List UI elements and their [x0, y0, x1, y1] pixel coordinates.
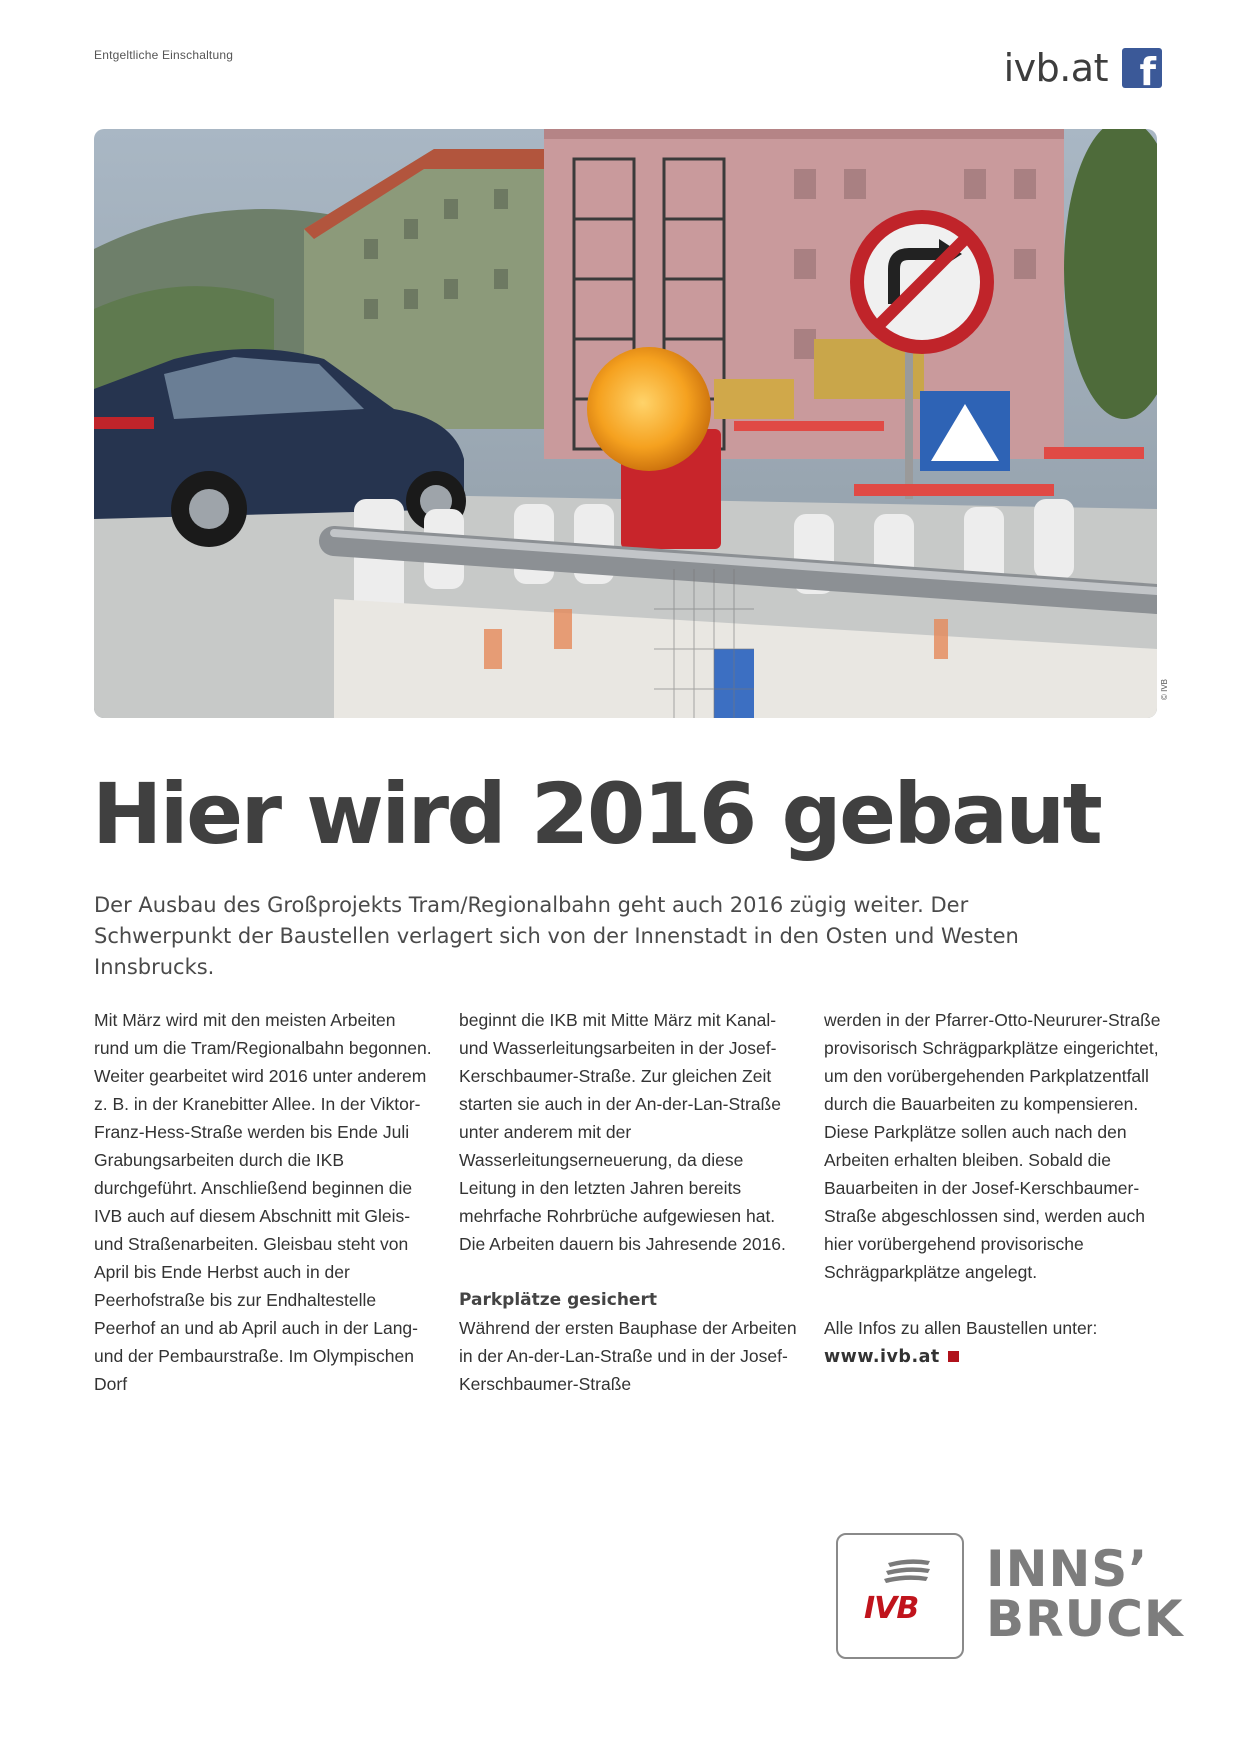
brand-header [1004, 46, 1162, 90]
text-column-2 [459, 1006, 799, 1398]
construction-photo [94, 129, 1157, 718]
body-paragraph: Mit März wird mit den meisten Arbeiten rund um die Tram/Regionalbahn begonnen. Weiter gearbeitet wird 2016 unter anderem z. B. in der Kranebitter Allee. In der Viktor-Franz-Hess-Straße werden bis Ende Juli Grabungsarbeiten durch die IKB durchgeführt. Anschließend beginnen die IVB auch auf diesem Abschnitt mit Gleis- und Straßenarbeiten. Gleisbau steht von April bis Ende Herbst auch in der Peerhofstraße bis zur Endhaltestelle Peerhof an und ab April auch in der Lang- und der Pembaurstraße. Im Olympischen Dorf [94, 1010, 432, 1394]
photo-credit: © IVB [1160, 678, 1169, 700]
ivb-wing-icon [884, 1557, 934, 1591]
site-url[interactable]: ivb.at [1003, 46, 1108, 90]
innsbruck-logo-line2: BRUCK [986, 1590, 1184, 1648]
facebook-icon[interactable]: f [1122, 48, 1162, 88]
lead-paragraph: Der Ausbau des Großprojekts Tram/Regionalbahn geht auch 2016 zügig weiter. Der Schwerpunkt der Baustellen verlagert sich von der Innenstadt in den Osten und Westen Innsbrucks. [94, 893, 1019, 979]
ivb-logo [836, 1533, 964, 1659]
info-text: Alle Infos zu allen Baustellen unter: [824, 1318, 1098, 1338]
end-mark-icon [948, 1351, 959, 1362]
advertisement-label: Entgeltliche Einschaltung [94, 48, 234, 62]
text-column-3 [824, 1006, 1164, 1371]
innsbruck-logo-line1: INNS’ [986, 1540, 1149, 1598]
website-link[interactable]: www.ivb.at [824, 1347, 940, 1367]
body-paragraph: Während der ersten Bauphase der Arbeiten in der An-der-Lan-Straße und in der Josef-Kerschbaumer-Straße [459, 1318, 797, 1394]
page-title: Hier wird 2016 gebaut [92, 765, 1101, 863]
ivb-logo-text: IVB [864, 1591, 919, 1626]
body-paragraph: beginnt die IKB mit Mitte März mit Kanal- und Wasserleitungsarbeiten in der Josef-Kerschbaumer-Straße. Zur gleichen Zeit starten sie auch in der An-der-Lan-Straße unter anderem mit der Wasserleitungserneuerung, da diese Leitung in den letzten Jahren bereits mehrfache Rohrbrüche aufgewiesen hat. Die Arbeiten dauern bis Jahresende 2016. [459, 1010, 786, 1254]
innsbruck-logo [986, 1540, 1184, 1648]
section-subheading: Parkplätze gesichert [459, 1290, 657, 1310]
text-column-1 [94, 1006, 434, 1398]
body-paragraph: werden in der Pfarrer-Otto-Neururer-Straße provisorisch Schrägparkplätze eingerichtet, um den vorübergehenden Parkplatzentfall durch die Bauarbeiten zu kompensieren. Diese Parkplätze sollen auch nach den Arbeiten erhalten bleiben. Sobald die Bauarbeiten in der Josef-Kerschbaumer-Straße abgeschlossen sind, werden auch hier vorübergehend provisorische Schrägparkplätze angelegt. [824, 1010, 1161, 1282]
